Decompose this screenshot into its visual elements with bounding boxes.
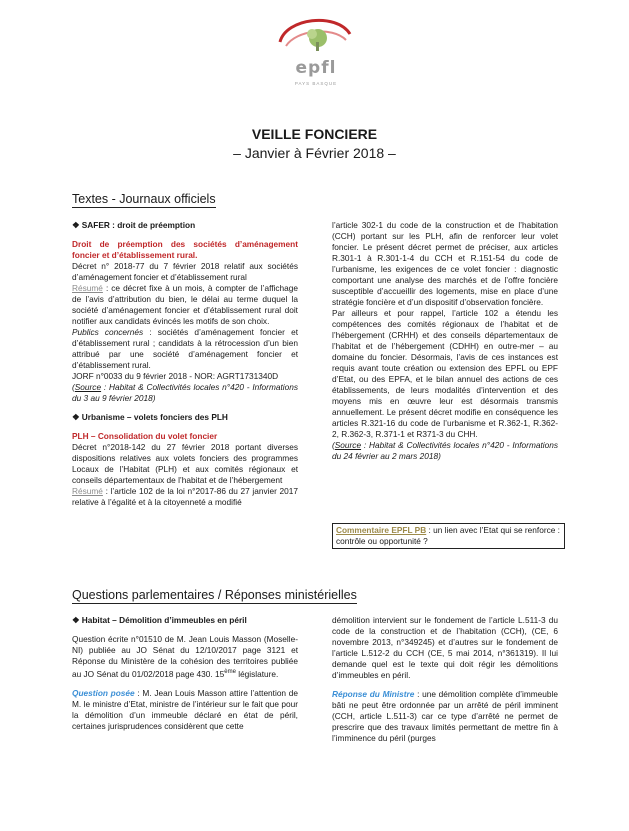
question-posee-label: Question posée [72,687,135,698]
plh-source: (Source : Habitat & Collectivités locales n°420 - Informations du 24 février au 2 mars 2018) [332,440,558,461]
logo-swoosh-icon [276,12,356,60]
sec2-left-column [72,615,298,732]
plh-resume: Résumé : l’article 102 de la loi n°2017-86 du 27 janvier 2017 relative à l’égalité et à la citoyenneté a modifié [72,486,298,507]
safer-source: (Source : Habitat & Collectivités locales n°420 - Informations du 3 au 9 février 2018) [72,382,298,403]
section-heading-journaux: Textes - Journaux officiels [72,192,216,206]
question-posee: Question posée : M. Jean Louis Masson attire l’attention de M. le ministre d’Etat, ministre de l’intérieur sur le fait que pour la démolition d’un immeuble déclaré en état de péril, certaines jurisprudences considèrent que cette [72,687,298,731]
question-ecrite: Question écrite n°01510 de M. Jean Louis Masson (Moselle-NI) publiée au JO Sénat du 12/10/2017 page 3121 et Réponse du Ministère de la cohésion des territoires publiée au JO Sénat du 01/02/2018 page 430. 15ème législature. [72,634,298,679]
sec1-right-column [332,220,558,462]
safer-decret: Décret n° 2018-77 du 7 février 2018 relatif aux sociétés d’aménagement foncier et d’établissement rural [72,261,298,282]
safer-resume: Résumé : ce décret fixe à un mois, à compter de l’affichage de l’avis d’attribution du bien, le délai au terme duquel la société d’aménagement foncier et d’établissement rural doit notifier aux candidats évincés les motifs de son choix. [72,283,298,326]
plh-decret: Décret n°2018-142 du 27 février 2018 portant diverses dispositions relatives aux volets fonciers des programmes Locaux de l’Habitat (PLH) et aux comités régionaux et conseils départementaux de l’habitat et de l’hébergement [72,442,298,485]
page-subtitle: – Janvier à Février 2018 – [233,145,396,161]
safer-bullet: ❖ SAFER : droit de préemption [72,220,196,230]
reponse-ministre: Réponse du Ministre : une démolition complète d’immeuble bâti ne peut être ordonnée par un arrêté de péril imminent (CCH, article L.511-3) car ce type d’arrêté ne permet de prescrire que des travaux limités permettant de mettre fin à l’imminence du péril (purges [332,689,558,743]
epfl-logo [276,12,356,104]
sec2-right-column [332,615,558,744]
section-heading-questions: Questions parlementaires / Réponses ministérielles [72,588,357,602]
plh-title: PLH – Consolidation du volet foncier [72,431,218,441]
comment-tag: Commentaire EPFL PB [336,525,427,535]
safer-jorf: JORF n°0033 du 9 février 2018 - NOR: AGRT1731340D [72,371,279,381]
plh-rappel: Par ailleurs et pour rappel, l’article 102 a étendu les compétences des comités régionaux de l’habitat et de l’hébergement (CRHH) et des conseils départementaux de l’habitat et de l’hébergement (CDHH) en outre-mer – au domaine du foncier. Désormais, l’avis de ces instances est requis avant toute création ou extension des EPFL ou EPF d’Etat, ou des EPFA, et le bilan annuel des actions de ces établissements, de leurs modalités d’intervention et des moyens mis en œuvre leur est désormais transmis annuellement. Le présent décret modifie en conséquence les articles R.321-16 du code de l’urbanisme et R.362-1, R.362-2, R.362-3, R.371-1 et R371-3 du CHH. [332,308,558,439]
logo-text: epfl [295,58,337,78]
logo-subtitle: PAYS BASQUE [294,81,338,86]
question-continued: démolition intervient sur le fondement de l’article L.511-3 du code de la construction et de l’habitation (CCH), (CE, 6 novembre 2013, n°349245) et d’autres sur le fondement de l’article L.512-2 du CCH (CE, 5 mai 2014, n°361319). Il lui demande quel est le texte qui doit régir les démolitions d’immeubles en péril. [332,615,558,680]
safer-title: Droit de préemption des sociétés d’aménagement foncier et d’établissement rural. [72,239,298,260]
reponse-label: Réponse du Ministre [332,689,415,699]
comment-box [332,523,565,549]
sec1-left-column [72,220,298,508]
resume-label: Résumé [72,283,103,293]
safer-publics: Publics concernés : sociétés d’aménagement foncier et d’établissement rural ; candidats à la rétrocession d’un bien attribué par une société d’aménagement foncier et d’établissement rural. [72,327,298,370]
page-title: VEILLE FONCIERE [251,126,378,142]
plh-bullet: ❖ Urbanisme – volets fonciers des PLH [72,412,228,422]
comment-text: : un lien avec l’Etat qui se renforce : contrôle ou opportunité ? [336,525,560,546]
habitat-bullet: ❖ Habitat – Démolition d’immeubles en péril [72,615,247,625]
plh-continued: l’article 302-1 du code de la construction et de l’habitation (CCH) portant sur les PLH, afin de renforcer leur volet foncier. Le présent décret permet de préciser, aux articles R.301-1 à R.301-1-4 du CCH et R.151-54 du code de l’urbanisme, les exigences de ce volet foncier : diagnostic comportant une analyse des marchés et de l’offre foncière susceptible d’accueillir des logements, mise en place d’une stratégie foncière et d’un dispositif d’observation foncière. [332,220,558,307]
